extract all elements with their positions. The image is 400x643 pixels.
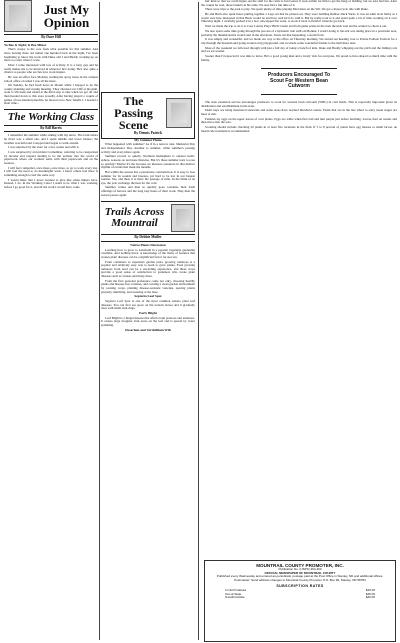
opinion-paragraph: That's creepy to the core from what possible for this summer. And since leaving three old tunnel one hundred back in the night, I've been beginning to know the work with Duke and I and Buddy working up on more too after where I want.	[4, 47, 98, 63]
extension-paragraph: Scouting should include checking 20 plants in at least five locations in the field. If 5 to 8 percent of plants have egg masses or small larvae, an insecticide treatment is recommended.	[201, 125, 397, 133]
working-class-paragraph: I would insist that I never learned to give like when miners have. Instead, I do. In the Working Class! I stand to be what I was working, before I go good for it, and all the work I would have come.	[4, 177, 98, 189]
passing-scene-paragraph: Summer proved so quietly. Northern hemisphere is outdoor hemi-sphere, seasons on and none likewise. But it's these summer tests to pass so quickly? Maybe it's the because we measure ourselves in that distinct rhythm of events that mark the months.	[101, 154, 195, 170]
pullquote-headline: Producers Encouraged To Scout For Western Bean Cutworm	[267, 72, 331, 90]
columnist-photo	[4, 0, 32, 32]
masthead-publication-no: Publication No. (USPS) 364-460	[278, 567, 322, 571]
columnist-photo	[171, 204, 195, 232]
trails-across-subhead: Early Blight	[139, 311, 157, 316]
passing-scene-header	[101, 92, 195, 139]
masthead-official: OFFICIAL NEWSPAPER OF MOUNTRAIL COUNTY	[264, 570, 336, 575]
rate-row: Snowbird Rate $40.00	[225, 595, 375, 600]
right-paragraph: There were trips to the park to play. We spent plenty of time playing Mad dates on the Wii. We got a motorcycle ride with Duke.	[205, 7, 369, 12]
extension-paragraph: The state extension service encourages producers to scout for western bean cutworm (WBC) in corn fields. This is especially important given its distribution and establishment in the state.	[201, 100, 397, 108]
passing-scene-paragraph: But within the season has a passionate contradiction. It is easy to lose summer for its sounds and breezes, yet hard to be lost in our busiest routine. Yes, and then, it is there the passage of time. In the blink of an eye, the year exchange the heat for the cold.	[101, 169, 195, 185]
passing-scene-section: My Summer Home	[134, 137, 162, 142]
pullquote-box	[261, 68, 337, 95]
right-paragraph: Sooner than I'd expected it was time to leave. He's a good young man and a lovely visit for everyone. I'm proud to have shared so much time with the family.	[201, 54, 397, 62]
opinion-headline: Just My Opinion	[43, 2, 90, 30]
subscription-rates-label: SUBSCRIPTION RATES	[276, 584, 324, 589]
passing-scene-byline: By Dennis Patrick	[134, 131, 162, 135]
masthead-published: Published every Wednesday and entered as periodicals, postage paid at the Post Office in Stanley, ND and additional offices.	[216, 574, 384, 579]
extension-paragraph: Moth traps are being monitored statewide and some areas have reached threshold counts. Fields that are in the late whorl to early tassel stages are most at risk.	[201, 108, 397, 116]
passing-scene-paragraph: What happened with summer? As if in a narrow turn. Memorial Day and Independence Day. Another is summer, while summer's passing activity and everywhere again.	[101, 142, 195, 154]
right-paragraph: It was simply and wonderful, and we made our way to the office on Thursday morning. We started out heading over to Prairie Pothole Festival for a trip through the museum and going around a big playground, and we made some wonderful friends to the mall there later.	[201, 37, 397, 45]
trails-across-paragraph: Leaf Blight is a fungal disease that affects both potatoes and tomatoes. It causes large irregular dark areas on the leaf and is spread by water splashing.	[101, 315, 195, 328]
trails-across-paragraph: Learning how to grow to transform in a popular vegetable gardening overtime. And nothing more. A knowledge of the many of features that creates plant diseases can be a significant factor for success.	[101, 247, 195, 259]
middle-column	[101, 0, 195, 640]
passing-scene-headline: The Passing Scene	[114, 94, 153, 132]
opinion-paragraph: He was an office face Monday reading his spray notes in the campus school office on when I was all the more.	[4, 74, 98, 83]
right-paragraph: Well we made the trip to do it to Cass County Plays' Birth Center and from game prizes in the barn the kids won and he wanted to check it out.	[205, 24, 388, 29]
opinion-header	[4, 0, 98, 32]
left-column	[4, 0, 98, 640]
masthead-postmaster: Postmaster: Send address changes to Mountrail County Promoter, P.O. Box 99, Stanley, ND 58784	[234, 577, 366, 582]
opinion-paragraph: Most I come interested with lots of activity. It is a busy guy and he really makes me to be involved in whatever he's doing. He's also quite a charter so people who are fun love work inspire.	[4, 62, 98, 75]
trails-across-paragraph: From the first personal preference come not only, choosing healthy plants and disease-free varieties, and creating a clean garden environment by rotating crops, planting disease-resistant varieties, spacing plants properly, mulching, and watering at the base.	[101, 278, 195, 294]
trails-across-byline: By Debbie Muller	[101, 234, 195, 242]
opinion-paragraph: On Sunday, he had fresh news in Mount while I hopped to be the county planning and zoning meeting. They checked out Cliff at the mall, went to Vilcaude and ended at the third stop to take when we got off and then headed down to this store proudly. After having played a couple of games of two-handed pinochle, he moved on to New Smells I. I needed a short time...	[4, 83, 98, 106]
column-rule	[99, 2, 100, 640]
trails-across-subhead: Fusarium and Verticillium Wilt	[125, 327, 171, 332]
trails-across-paragraph: Septoria Leaf Spot is one of the most common tomato plant leaf diseases. You can first see spots on the bottom leaves and it gradually rises with small dark rings.	[101, 299, 195, 311]
trails-across-headline: Trails Across Mountrail	[104, 206, 165, 230]
trails-across-subhead: Septoria Leaf Spot	[134, 294, 162, 299]
masthead-title: MOUNTRAIL COUNTY PROMOTER, INC.	[256, 563, 344, 568]
working-class-headline: The Working Class	[7, 110, 95, 123]
working-class-section	[4, 109, 98, 190]
working-class-paragraph: I was surprised by the store for a few weeks and with it.	[8, 145, 80, 150]
right-column	[201, 0, 397, 555]
extension-paragraph: Females lay eggs on the upper leaves of corn plants. Eggs are white when first laid and turn purple just before hatching. Larvae feed on tassels and then move into the ears.	[201, 116, 397, 125]
right-paragraph: fun' kind so that we could figure out the stuff for the cattle is fun bound. It took awhile for him to get the hang of bidding, but we sure had fun. After the couple he won, those baskets in his arms. We sure had a fun time of it.	[201, 0, 397, 7]
working-class-byline: By Bill Harris	[4, 125, 98, 133]
opinion-article-title: To Bee & Sight; It Bee Minor	[4, 42, 47, 47]
working-class-paragraph: I remember the summer while talking with my uncle. The farm where he lived was a small one, and I spent middle and lower leisure; the weather was mild and I stopped and began to walk around.	[4, 133, 98, 145]
working-class-paragraph: I was surprised by an incident I remember, referring to be categorized by income and taxpaid dealing to be the pollster into the world of paperwork where our workers settle with their paperwork and on the lookout.	[4, 150, 98, 165]
trails-across-paragraph: From containers to expansive garden plots, growing tomatoes is a popular and relatively easy way to learn to grow plants. Even growing tomatoes from seed can be a rewarding experience, and these crops provide a good sense of satisfaction to gardeners who create plant diseases such as viruses and many more.	[101, 259, 195, 278]
trails-across-section-title: Native Plants Discussion	[130, 242, 166, 247]
working-class-paragraph: I will feel compelled, once more, once more, to go to work every day. I will feel the need to do meaningful work. I know others feel there is something enough to feel the same way.	[4, 165, 98, 177]
columnist-photo	[166, 98, 192, 128]
right-paragraph: Most of the weekend we followed through with just a full day of being a bunch of kids. Duke and Buddy whipping out the pitch and the fishing rods and we sat around.	[201, 45, 397, 54]
right-paragraph: He and Buck also spent hours putting together a Lego set that he picked out. They were building Rubber Duck Yarns. It was an adult level build, so I wasn't sure how interested in that Buck would be and how well he'd do with it. But he really took to it and spent quite a bit of time working on it over Thursday night. I carefully packed it in a box, unwrapped his work, to stock it back to finish it when he got back.	[201, 12, 397, 24]
rate-row: In North Dakota $40.00	[225, 588, 375, 593]
column-rule	[198, 2, 199, 640]
opinion-byline: By Dave Hill	[4, 34, 98, 42]
rate-row: Out-of-State $45.00	[225, 591, 375, 596]
passing-scene-paragraph: Summer comes and then so quickly goes. Gardens, their fresh offerings of harvest and the long lazy hours of their work. They then the season passes again.	[101, 185, 195, 197]
masthead-box	[204, 560, 396, 642]
right-paragraph: We also spent some time going through the process of a hydraulic ride with old Bonnie. I wasn't doing it, his exit was taking place in a particular area, probably the thunderstorms would start in the afternoon. Turns out that happening, a storm front.	[201, 28, 397, 37]
trails-across-section	[101, 201, 195, 332]
